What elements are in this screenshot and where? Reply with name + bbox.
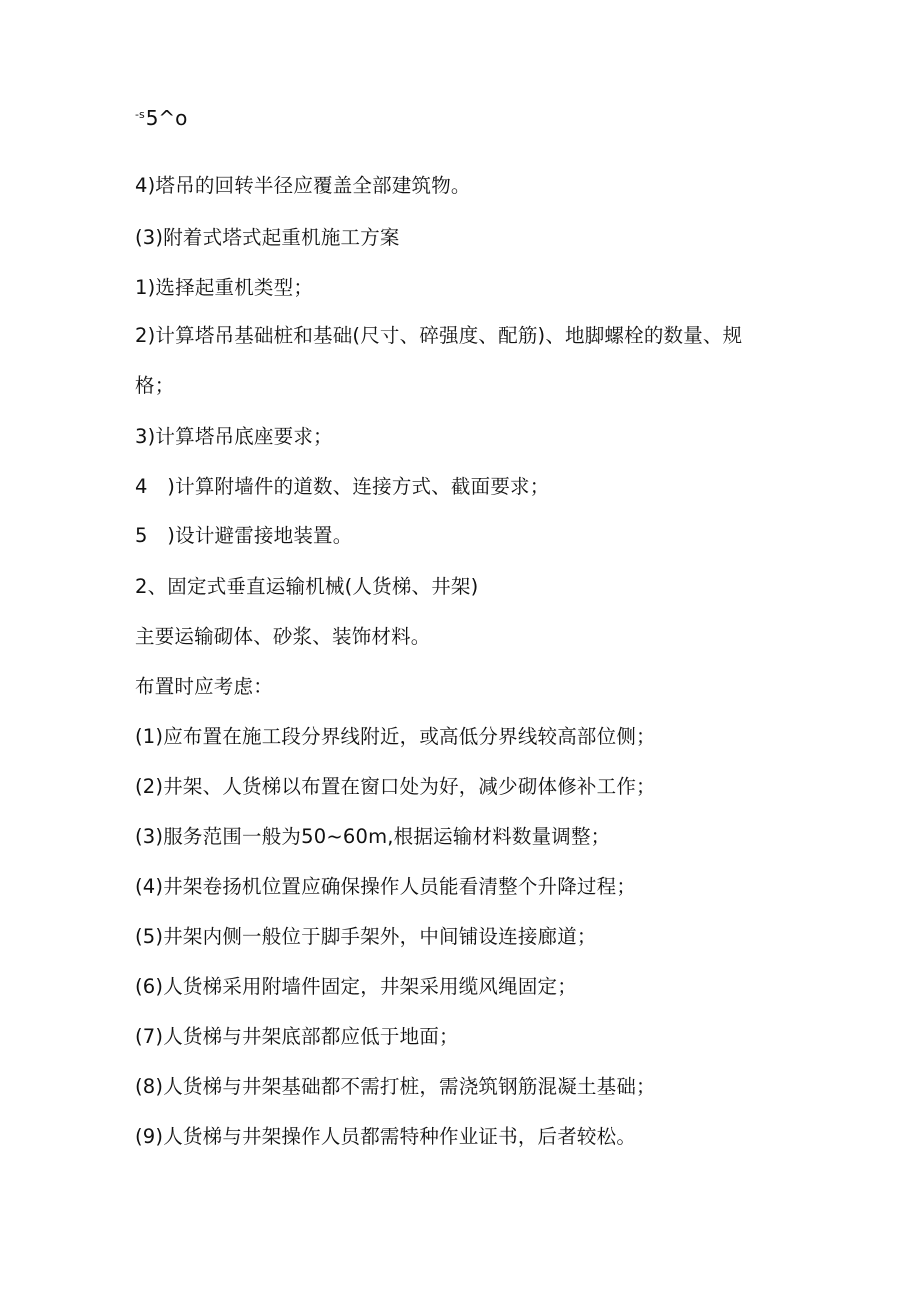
list-item: (4)井架卷扬机位置应确保操作人员能看清整个升降过程； <box>135 875 637 898</box>
list-item: (3)服务范围一般为50~60m,根据运输材料数量调整； <box>135 825 611 848</box>
list-item: (2)井架、人货梯以布置在窗口处为好，减少砌体修补工作； <box>135 775 656 798</box>
page-header-fragment <box>135 103 187 130</box>
text-line: 4 )计算附墙件的道数、连接方式、截面要求； <box>135 475 550 498</box>
text-line: 4)塔吊的回转半径应覆盖全部建筑物。 <box>135 174 471 197</box>
text-line: 格； <box>135 374 175 397</box>
text-line: 3)计算塔吊底座要求； <box>135 425 333 448</box>
list-item: (9)人货梯与井架操作人员都需特种作业证书，后者较松。 <box>135 1125 637 1148</box>
section-heading: (3)附着式塔式起重机施工方案 <box>135 226 400 249</box>
list-item: (5)井架内侧一般位于脚手架外，中间铺设连接廊道； <box>135 925 597 948</box>
text-line: 主要运输砌体、砂浆、装饰材料。 <box>135 625 431 648</box>
header-prefix: -s <box>135 108 145 121</box>
text-line: 1)选择起重机类型； <box>135 276 314 299</box>
list-item: (7)人货梯与井架底部都应低于地面； <box>135 1025 459 1048</box>
list-item: (1)应布置在施工段分界线附近，或高低分界线较高部位侧； <box>135 725 656 748</box>
text-line: 5 )设计避雷接地装置。 <box>135 524 353 547</box>
section-heading: 2、固定式垂直运输机械(人货梯、井架) <box>135 575 479 598</box>
list-item: (8)人货梯与井架基础都不需打桩，需浇筑钢筋混凝土基础； <box>135 1075 656 1098</box>
text-line: 2)计算塔吊基础桩和基础(尺寸、碎强度、配筋)、地脚螺栓的数量、规 <box>135 324 743 347</box>
list-item: (6)人货梯采用附墙件固定，井架采用缆风绳固定； <box>135 975 577 998</box>
header-main: 5^o <box>145 106 188 130</box>
text-line: 布置时应考虑： <box>135 675 273 698</box>
